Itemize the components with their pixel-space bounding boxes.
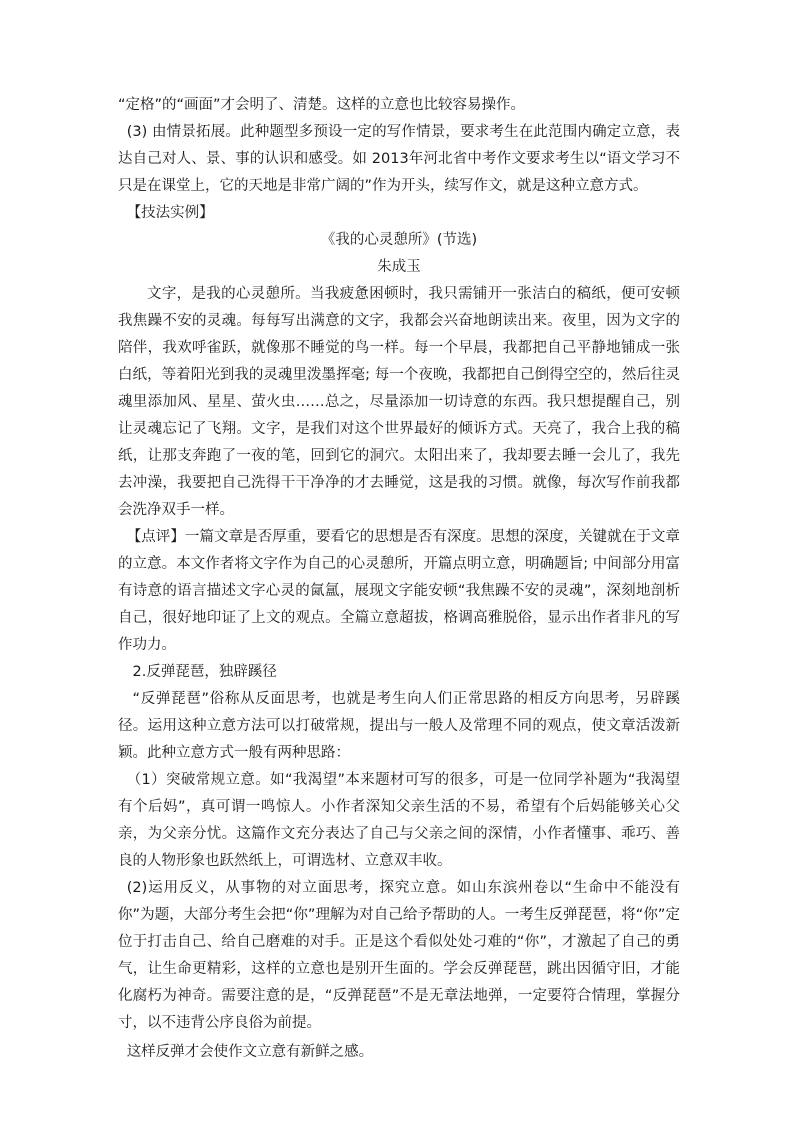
paragraph-closing: 这样反弹才会使作文立意有新鲜之感。: [126, 1044, 374, 1060]
essay-author: 朱成玉: [377, 259, 421, 275]
essay-body: 文字，是我的心灵憩所。当我疲惫困顿时，我只需铺开一张洁白的稿纸，便可安顿我焦躁不安的灵魂。每每写出满意的文字，我都会兴奋地朗读出来。夜里，因为文字的陪伴，我欢呼雀跃，就像那不睡觉的鸟一样。每一个早晨，我都把自己平静地铺成一张白纸，等着阳光到我的灵魂里泼墨挥毫; 每一个夜晚，我都把自己倒得空空的，然后往灵魂里添加风、星星、萤火虫……总之，尽量添加一切诗意的东西。我只想提醒自己，别让灵魂忘记了飞翔。文字，是我们对这个世界最好的倾诉方式。天亮了，我合上我的稿纸，让那支奔跑了一夜的笔，回到它的洞穴。太阳出来了，我却要去睡一会儿了，我先去冲澡，我要把自己洗得干干净净的才去睡觉，这是我的习惯。就像，每次写作前我都会洗净双手一样。: [118, 286, 680, 518]
paragraph-method-3: (3) 由情景拓展。此种题型多预设一定的写作情景，要求考生在此范围内确定立意，表达自己对人、景、事的认识和感受。如 2013年河北省中考作文要求考生以“语文学习不只是在课堂上，它的天地是非常广阔的”作为开头，续写作文，就是这种立意方式。: [118, 124, 680, 194]
paragraph-reverse-thinking: “反弹琵琶”俗称从反面思考，也就是考生向人们正常思路的相反方向思考，另辟蹊径。运用这种立意方法可以打破常规，提出与一般人及常理不同的观点，使文章活泼新颖。此种立意方式一般有两种思路：: [118, 691, 680, 761]
paragraph-commentary: 【点评】一篇文章是否厚重，要看它的思想是否有深度。思想的深度，关键就在于文章的立意。本文作者将文字作为自己的心灵憩所，开篇点明立意，明确题旨; 中间部分用富有诗意的语言描述文字心灵的氤氲，展现文字能安顿“我焦躁不安的灵魂”，深刻地剖析自己，很好地印证了上文的观点。全篇立意超拔，格调高雅脱俗，显示出作者非凡的写作功力。: [118, 529, 680, 653]
section-heading-2: 2.反弹琵琶，独辟蹊径: [132, 664, 277, 680]
paragraph-point-2: (2)运用反义，从事物的对立面思考，探究立意。如山东滨州卷以“生命中不能没有你”为题，大部分考生会把“你”理解为对自己给予帮助的人。一考生反弹琵琶，将“你”定位于打击自己、给自己磨难的对手。正是这个看似处处刁难的“你”，才激起了自己的勇气，让生命更精彩，这样的立意也是别开生面的。学会反弹琵琶，跳出因循守旧，才能化腐朽为神奇。需要注意的是，“反弹琵琶”不是无章法地弹，一定要符合情理，掌握分寸，以不违背公序良俗为前提。: [118, 880, 680, 1031]
paragraph-point-1: （1）突破常规立意。如“我渴望”本来题材可写的很多，可是一位同学补题为“我渴望有个后妈”，真可谓一鸣惊人。小作者深知父亲生活的不易，希望有个后妈能够关心父亲，为父亲分忧。这篇作文充分表达了自己与父亲之间的深情，小作者懂事、乖巧、善良的人物形象也跃然纸上，可谓选材、立意双丰收。: [118, 772, 680, 869]
text-column: [118, 92, 680, 1066]
section-label-example: 【技法实例】: [126, 205, 214, 221]
essay-title: 《我的心灵憩所》(节选): [320, 232, 478, 248]
paragraph-continuation: “定格”的“画面”才会明了、清楚。这样的立意也比较容易操作。: [118, 97, 526, 113]
